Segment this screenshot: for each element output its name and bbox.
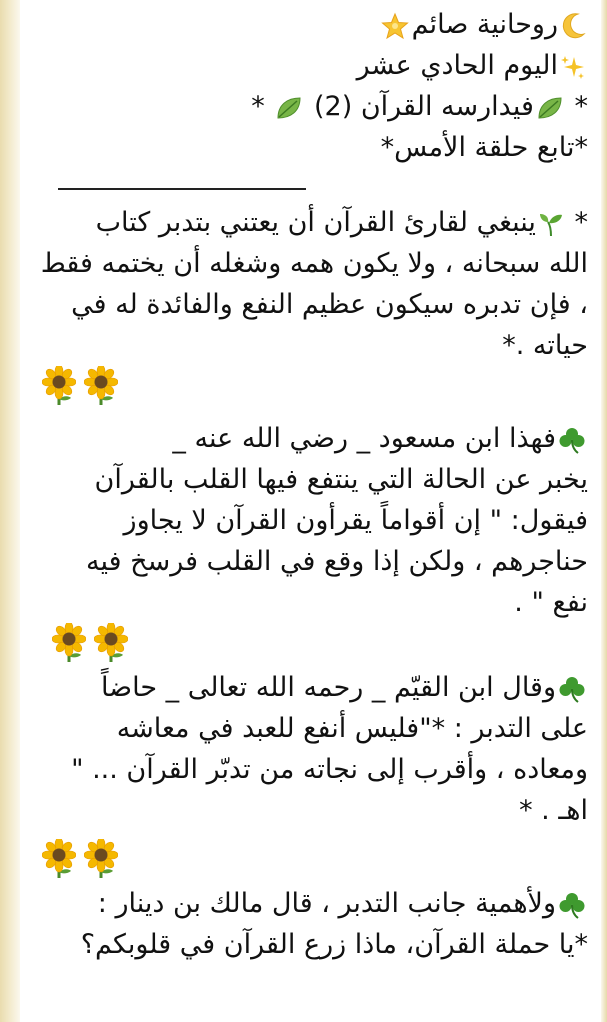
header-subject: فيدارسه القرآن (2) — [313, 91, 534, 122]
shamrock-icon — [558, 426, 586, 454]
header-day-line — [26, 45, 588, 86]
paragraph-1-line: ، فإن تدبره سيكون عظيم النفع والفائدة له في — [71, 289, 588, 320]
paragraph-1-line: الله سبحانه ، ولا يكون همه وشغله أن يختمه فقط — [40, 248, 588, 279]
seedling-icon — [538, 211, 564, 237]
section-divider — [58, 188, 306, 190]
paragraph-1-line: حياته .* — [502, 330, 588, 361]
shamrock-icon — [558, 675, 586, 703]
sunflower-row — [26, 366, 588, 410]
page-edge-right — [601, 0, 607, 1022]
sunflower-icon — [52, 623, 86, 676]
paragraph-3-line: اهـ . * — [519, 795, 588, 826]
paragraph-2-line: حناجرهم ، ولكن إذا وقع في القلب فرسخ فيه — [86, 546, 588, 577]
paragraph-2-line: يخبر عن الحالة التي ينتفع فيها القلب بالقرآن — [94, 464, 588, 495]
glowing-star-icon — [380, 12, 410, 40]
header-subtitle: *تابع حلقة الأمس* — [380, 132, 588, 163]
sunflower-icon — [84, 366, 118, 419]
sunflower-icon — [42, 366, 76, 419]
shamrock-icon — [558, 891, 586, 919]
header-day: اليوم الحادي عشر — [356, 50, 558, 81]
paragraph-3-line: وقال ابن القيّم _ رحمه الله تعالى _ حاضاً — [26, 667, 588, 708]
sunflower-row — [26, 839, 588, 883]
message-document — [26, 4, 588, 965]
paragraph-4-line: ولأهمية جانب التدبر ، قال مالك بن دينار : — [26, 883, 588, 924]
leaf-icon — [536, 95, 564, 121]
header-title-line — [26, 4, 588, 45]
paragraph-3-line: على التدبر : *"فليس أنفع للعبد في معاشه — [116, 713, 588, 744]
crescent-moon-icon — [560, 12, 586, 40]
paragraph-3-line: ومعاده ، وأقرب إلى نجاته من تدبّر القرآن ... " — [71, 754, 588, 785]
header-subject-line: * فيدارسه القرآن (2) * — [251, 91, 588, 122]
leaf-icon — [275, 95, 303, 121]
sparkles-icon — [560, 54, 586, 80]
sunflower-row — [26, 623, 588, 667]
header-title: روحانية صائم — [411, 9, 558, 40]
paragraph-2-line: فهذا ابن مسعود _ رضي الله عنه _ — [26, 418, 588, 459]
sunflower-icon — [42, 839, 76, 892]
paragraph-4-line: *يا حملة القرآن، ماذا زرع القرآن في قلوبكم؟ — [80, 929, 588, 960]
paragraph-2-line: نفع " . — [514, 587, 588, 618]
page-edge-left — [0, 0, 20, 1022]
paragraph-1-line: * ينبغي لقارئ القرآن أن يعتني بتدبر كتاب — [95, 207, 588, 238]
paragraph-2-line: فيقول: " إن أقواماً يقرأون القرآن لا يجاوز — [123, 505, 588, 536]
